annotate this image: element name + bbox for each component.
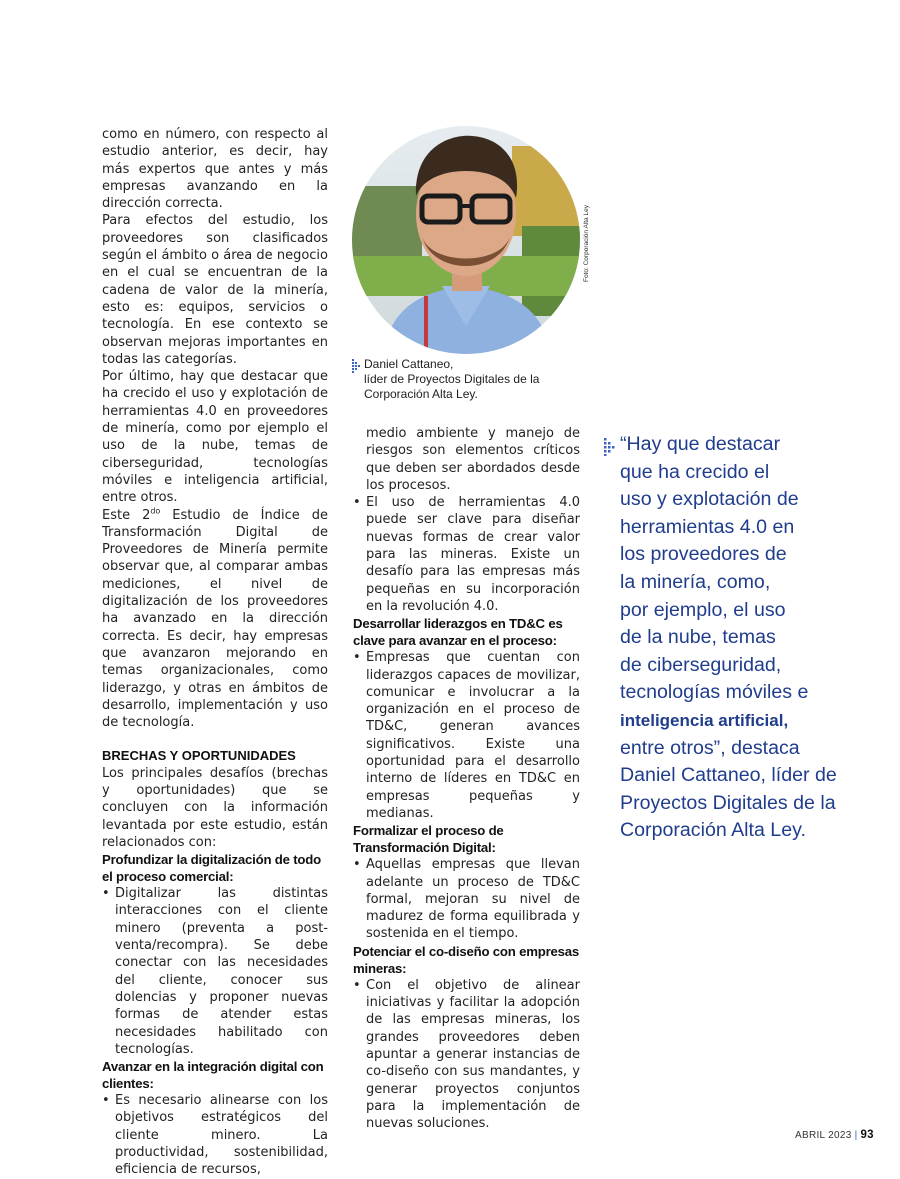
paragraph: Para efectos del estudio, los proveedores son clasificados según el ámbito o área de negocio en el cual se encuentran de la cadena de valor de la minería, esto es: equipos, servicios o tecnología. En ese contexto se observan mejoras importantes en todas las categorías. <box>102 213 328 367</box>
quote-line: que ha crecido el <box>620 460 770 483</box>
photo-caption <box>352 357 584 402</box>
quote-line: inteligencia artificial, <box>620 710 789 730</box>
quote-line: los proveedores de <box>620 543 787 566</box>
page-number: 93 <box>860 1129 874 1141</box>
paragraph-text: Estudio de Índice de Transformación Digital de Proveedores de Minería permite observar que, al comparar ambas mediciones, el nivel de digitalización de los proveedores ha avanzado en la dirección correcta. Es decir, hay empresas que avanzaron mejorando en temas organizacionales, como liderazgo, y otras en ámbitos de desarrollo, implementación y uso de tecnología. <box>102 507 328 731</box>
bullet-continuation: medio ambiente y manejo de riesgos son elementos críticos que deben ser abordados desde los procesos. <box>366 426 580 493</box>
page-footer <box>795 1129 874 1141</box>
superscript: do <box>150 506 161 516</box>
subheading: Avanzar en la integración digital con clientes: <box>102 1059 324 1092</box>
caption-role: líder de Proyectos Digitales de la Corporación Alta Ley. <box>364 372 540 401</box>
quote-line: tecnologías móviles e <box>620 681 809 704</box>
quote-line: “Hay que destacar <box>620 433 781 455</box>
quote-line: de ciberseguridad, <box>620 653 782 676</box>
footer-separator: | <box>854 1130 858 1141</box>
middle-column <box>353 425 580 1132</box>
bullet-item: • Empresas que cuentan con liderazgos capaces de movilizar, comunicar e involucrar a la organización en el proceso de TD&C, generan avances significativos. Existe una oportunidad para el desarrollo interno de líderes en TD&C en empresas pequeñas y medianas. <box>353 649 580 822</box>
portrait-photo <box>352 126 580 354</box>
subheading: Profundizar la digitalización de todo el proceso comercial: <box>102 852 321 885</box>
paragraph: Por último, hay que destacar que ha crecido el uso y explotación de herramientas 4.0 en proveedores de minería, como por ejemplo el uso de la nube, temas de ciberseguridad, tecnologías móviles e inteligencia artificial, entre otros. <box>102 369 328 506</box>
caption-name: Daniel Cattaneo, <box>364 357 454 371</box>
bullet-item: • Con el objetivo de alinear iniciativas y facilitar la adopción de las empresas mineras, los grandes proveedores deben apuntar a generar instancias de co-diseño con sus mandantes, y generar proyectos conjuntos para la implementación de nuevas soluciones. <box>353 977 580 1133</box>
dots-marker-icon <box>352 359 361 377</box>
quote-line: la minería, como, <box>620 570 771 593</box>
quote-line: herramientas 4.0 en <box>620 515 795 538</box>
quote-line: por ejemplo, el uso <box>620 598 786 621</box>
quote-line: Corporación Alta Ley. <box>620 819 806 842</box>
quote-line: Proyectos Digitales de la <box>620 791 836 814</box>
bullet-item: • Digitalizar las distintas interacciones con el cliente minero (preventa a post-venta/recompra). Se debe conectar con las necesidades del cliente, conocer sus dolencias y proponer nuevas formas de atender estas necesidades habilitado con tecnologías. <box>102 885 328 1058</box>
paragraph <box>102 507 328 732</box>
issue-date: ABRIL 2023 <box>795 1130 852 1141</box>
bullet-item: • Aquellas empresas que llevan adelante un proceso de TD&C formal, mejoran su nivel de madurez de forma equilibrada y sostenida en el tiempo. <box>353 856 580 942</box>
paragraph: Los principales desafíos (brechas y oportunidades) que se concluyen con la información levantada por este estudio, están relacionados con: <box>102 765 328 850</box>
subheading: Formalizar el proceso de Transformación Digital: <box>353 823 504 856</box>
quote-line: de la nube, temas <box>620 626 776 649</box>
subheading: Potenciar el co-diseño con empresas mineras: <box>353 943 580 976</box>
section-heading: BRECHAS Y OPORTUNIDADES <box>102 748 296 764</box>
left-column <box>102 126 328 1179</box>
dots-marker-icon <box>604 437 616 465</box>
pull-quote <box>604 431 844 845</box>
quote-line: entre otros”, destaca <box>620 736 800 759</box>
photo-credit: Foto: Corporación Alta Ley <box>583 205 590 282</box>
quote-line: Daniel Cattaneo, líder de <box>620 764 837 787</box>
quote-line: uso y explotación de <box>620 488 799 511</box>
subheading: Desarrollar liderazgos en TD&C es clave para avanzar en el proceso: <box>353 616 563 649</box>
paragraph-text: Este 2 <box>102 507 151 523</box>
bullet-item: • Es necesario alinearse con los objetivos estratégicos del cliente minero. La productividad, sostenibilidad, eficiencia de recursos, <box>102 1092 328 1178</box>
paragraph: como en número, con respecto al estudio anterior, es decir, hay más expertos que antes y más empresas avanzando en la dirección correcta. <box>102 127 328 212</box>
bullet-item: • El uso de herramientas 4.0 puede ser clave para diseñar nuevas formas de crear valor para las mineras. Existe un desafío para las empresas más pequeñas en su incorporación en la revolución 4.0. <box>353 494 580 615</box>
